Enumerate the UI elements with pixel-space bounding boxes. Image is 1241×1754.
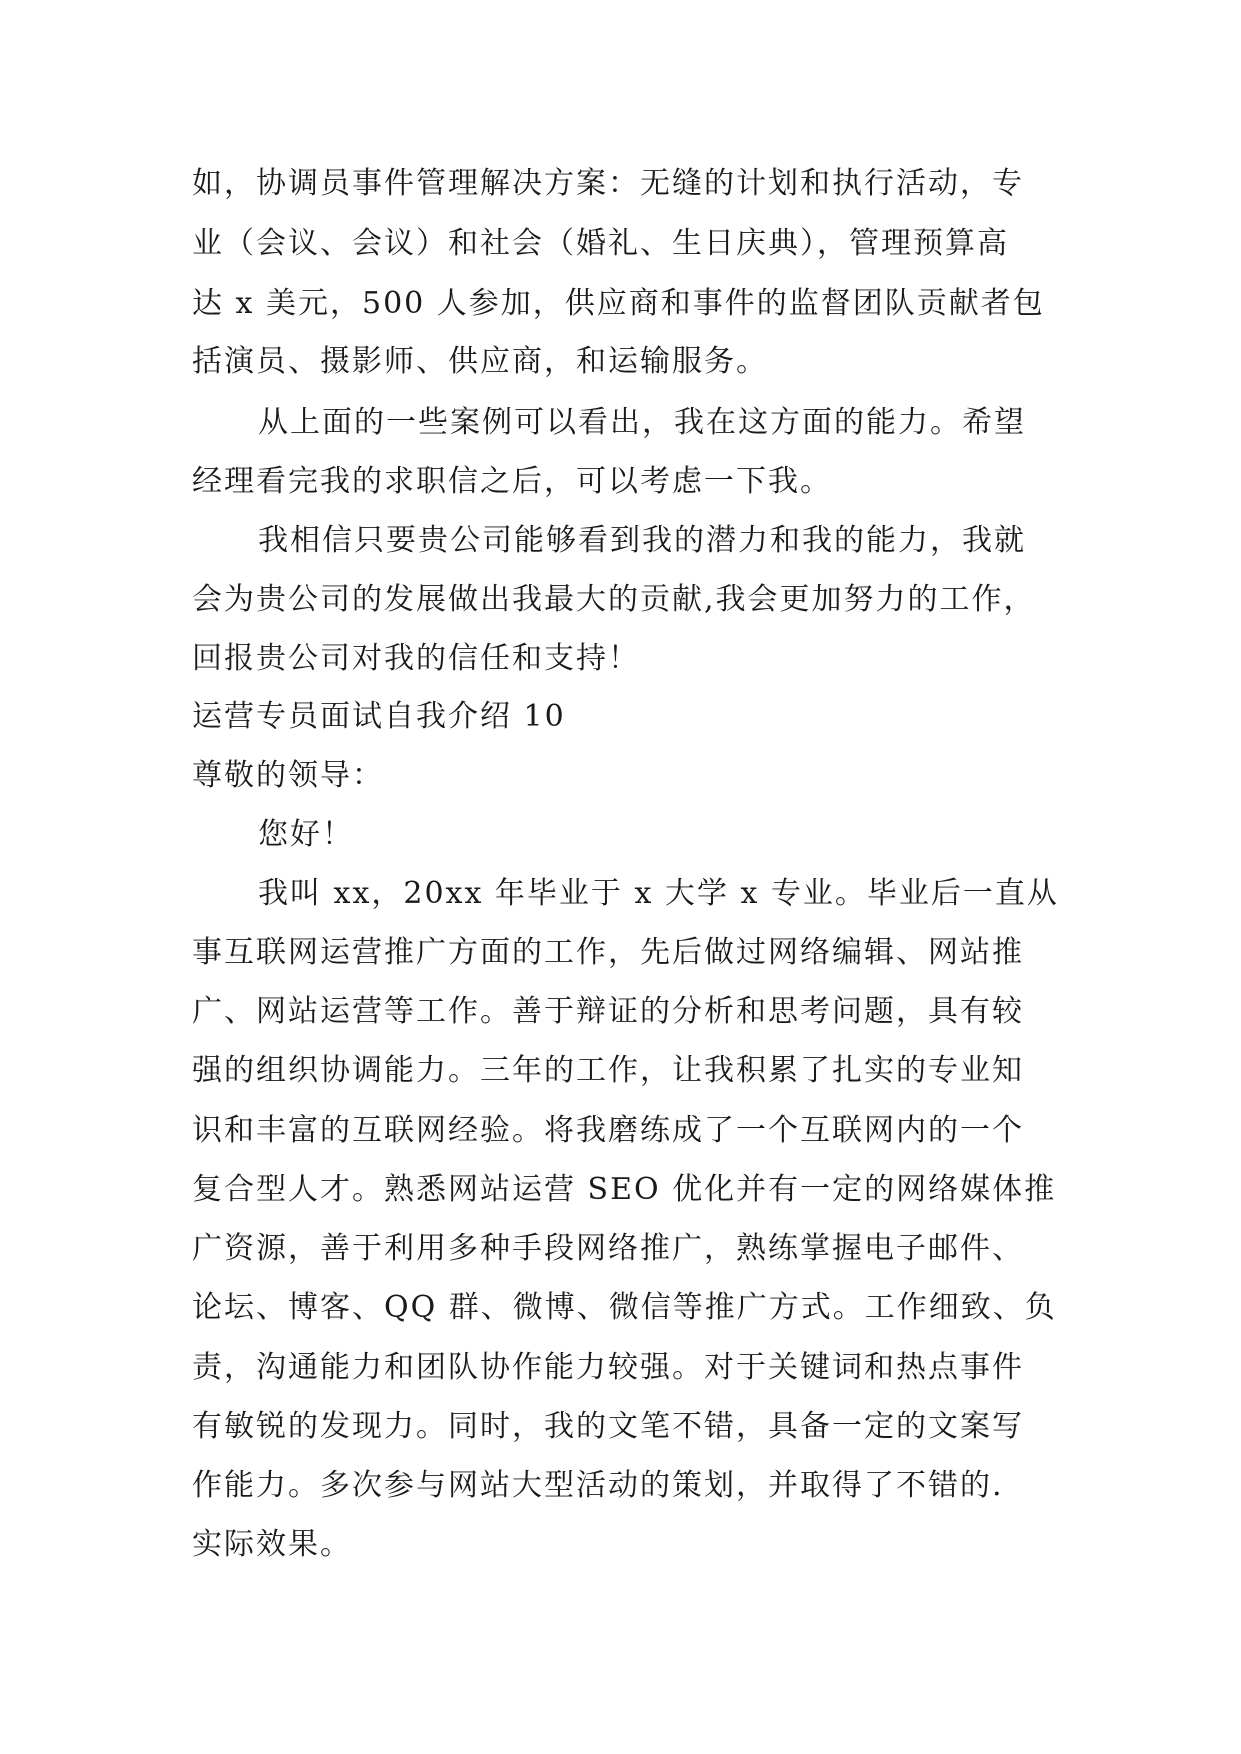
section-heading: 运营专员面试自我介绍 10 [192,699,566,734]
paragraph-line: 强的组织协调能力。三年的工作，让我积累了扎实的专业知 [192,1053,1024,1088]
paragraph-line: 括演员、摄影师、供应商，和运输服务。 [192,344,768,379]
paragraph-line: 复合型人才。熟悉网站运营 SEO 优化并有一定的网络媒体推 [192,1172,1057,1207]
paragraph-line: 会为贵公司的发展做出我最大的贡献,我会更加努力的工作， [192,582,1036,617]
paragraph-line: 广资源，善于利用多种手段网络推广，熟练掌握电子邮件、 [192,1231,1024,1266]
paragraph-line: 广、网站运营等工作。善于辩证的分析和思考问题，具有较 [192,994,1024,1029]
greeting: 您好！ [258,817,354,852]
paragraph-line: 从上面的一些案例可以看出，我在这方面的能力。希望 [258,405,1026,440]
paragraph-line: 经理看完我的求职信之后，可以考虑一下我。 [192,464,832,499]
paragraph-line: 有敏锐的发现力。同时，我的文笔不错，具备一定的文案写 [192,1409,1024,1444]
paragraph-line: 实际效果。 [192,1527,352,1562]
paragraph-line: 论坛、博客、QQ 群、微博、微信等推广方式。工作细致、负 [192,1290,1057,1325]
paragraph-line: 我相信只要贵公司能够看到我的潜力和我的能力，我就 [258,523,1026,558]
paragraph-line: 事互联网运营推广方面的工作，先后做过网络编辑、网站推 [192,935,1024,970]
salutation: 尊敬的领导： [192,758,384,793]
paragraph-line: 达 x 美元，500 人参加，供应商和事件的监督团队贡献者包 [192,286,1045,321]
paragraph-line: 回报贵公司对我的信任和支持！ [192,641,640,676]
paragraph-line: 业（会议、会议）和社会（婚礼、生日庆典），管理预算高 [192,226,1009,261]
paragraph-line: 我叫 xx，20xx 年毕业于 x 大学 x 专业。毕业后一直从 [258,876,1059,911]
paragraph-line: 识和丰富的互联网经验。将我磨练成了一个互联网内的一个 [192,1113,1024,1148]
paragraph-line: 责，沟通能力和团队协作能力较强。对于关键词和热点事件 [192,1350,1024,1385]
paragraph-line: 作能力。多次参与网站大型活动的策划，并取得了不错的. [192,1468,1004,1503]
paragraph-line: 如，协调员事件管理解决方案：无缝的计划和执行活动，专 [192,166,1024,201]
